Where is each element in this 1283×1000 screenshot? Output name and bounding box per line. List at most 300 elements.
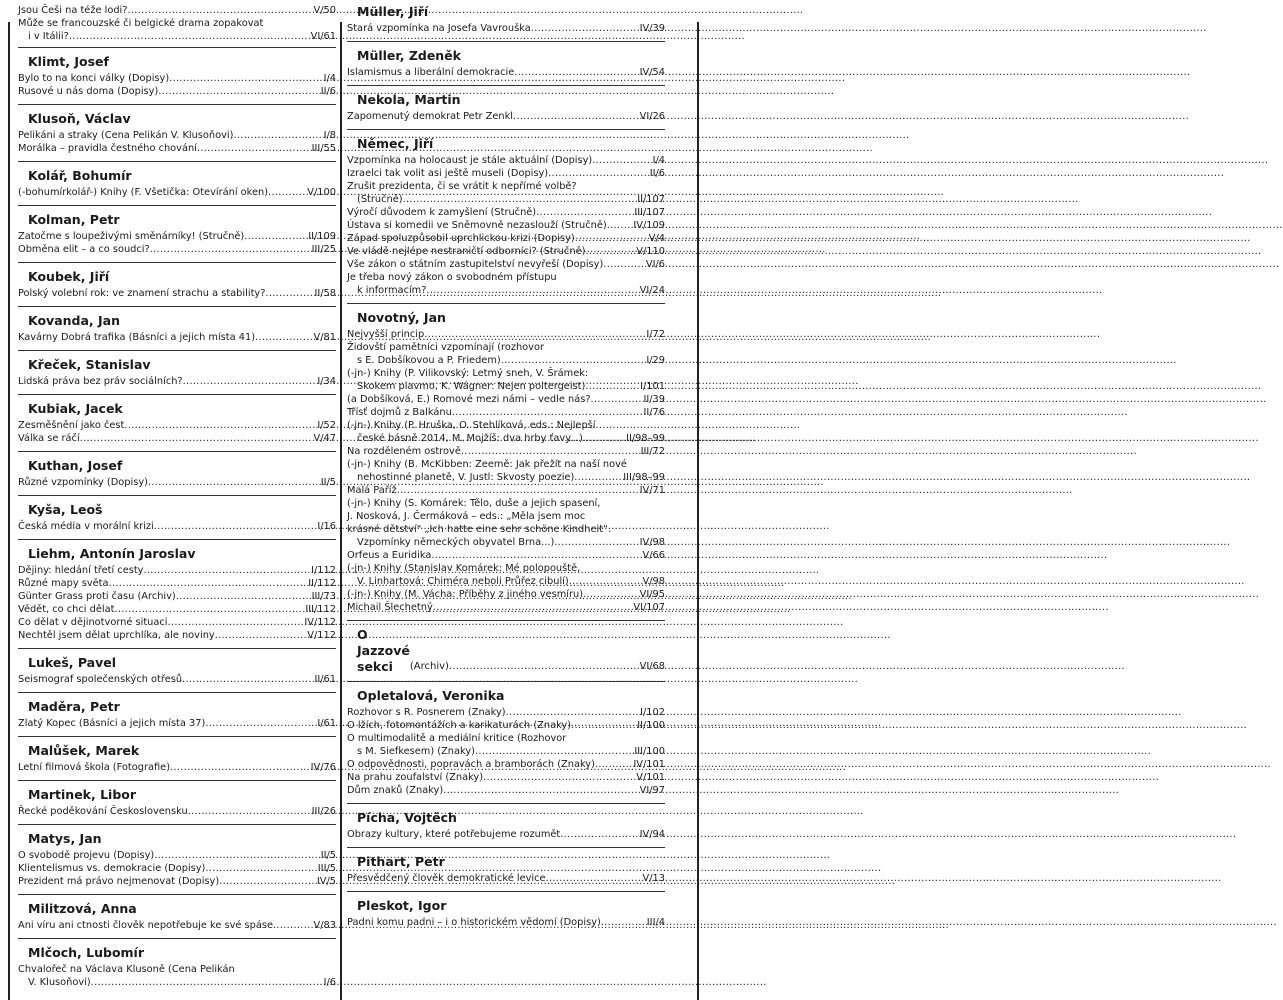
author-heading: Kubiak, Jacek [28, 401, 123, 416]
entry-issue-ref: III/26 [311, 806, 336, 817]
index-entry [18, 629, 336, 642]
entry-issue-ref: VI/61 [310, 31, 336, 42]
entry-title: Dějiny: hledání třetí cesty [18, 565, 144, 576]
entry-title: Na prahu zoufalství (Znaky) [347, 772, 484, 783]
author-block [18, 168, 336, 199]
author-heading: Klimt, Josef [28, 54, 109, 69]
author-heading: Lukeš, Pavel [28, 655, 117, 670]
author-block [18, 546, 336, 642]
index-entry [18, 331, 336, 344]
entry-title-line: J. Nosková, J. Čermáková – eds.: „Měla jsem moc [347, 511, 586, 522]
author-heading: Kolář, Bohumír [28, 168, 132, 183]
entry-issue-ref: V/66 [642, 550, 665, 561]
index-entry [347, 367, 665, 393]
index-entry [347, 458, 665, 484]
index-entry [18, 375, 336, 388]
dot-leader [583, 432, 625, 445]
entry-issue-ref: VI/95 [639, 589, 665, 600]
dot-leader [585, 380, 639, 393]
author-heading: Mlčoch, Lubomír [28, 945, 145, 960]
entry-separator [18, 350, 336, 351]
entry-title: Válka se ráčí [18, 433, 80, 444]
dot-leader [268, 186, 306, 199]
index-entry [18, 142, 336, 155]
index-entry [18, 287, 336, 300]
author-heading: Koubek, Jiří [28, 269, 110, 284]
entry-issue-ref: III/112 [305, 604, 336, 615]
entry-title: Česká média v morální krizi [18, 521, 154, 532]
entry-issue-ref: II/100 [637, 720, 665, 731]
entry-issue-ref: I/4 [652, 155, 665, 166]
entry-title: Různé mapy světa [18, 578, 109, 589]
dot-leader [591, 393, 643, 406]
entry-issue-ref: IV/98 [639, 537, 665, 548]
author-block [18, 502, 336, 533]
index-entry [18, 590, 336, 603]
index-entry [347, 732, 665, 758]
entry-title: Orfeus a Euridika [347, 550, 432, 561]
entry-issue-ref: III/25 [311, 244, 336, 255]
index-entry [347, 154, 665, 167]
author-heading: Pithart, Petr [357, 854, 445, 869]
dot-leader [255, 331, 312, 344]
index-entry [18, 476, 336, 489]
dot-leader [182, 673, 313, 686]
entry-issue-ref: V/110 [636, 246, 665, 257]
author-heading: Matys, Jan [28, 831, 102, 846]
index-entry [18, 186, 336, 199]
index-entry [18, 717, 336, 730]
dot-leader [154, 520, 317, 533]
entry-title: Prezident má právo nejmenovat (Dopisy) [18, 876, 220, 887]
index-entry [18, 230, 336, 243]
entry-separator [18, 894, 336, 895]
index-entry [347, 406, 665, 419]
entry-separator [347, 41, 665, 42]
entry-title: O lžích, fotomontážích a karikaturách (Znaky) [347, 720, 572, 731]
index-column-right [347, 4, 665, 935]
entry-title: Ústava si komedii ve Sněmovně nezaslouží (Stručně) [347, 220, 607, 231]
entry-issue-ref: V/4 [648, 233, 665, 244]
dot-leader [168, 616, 304, 629]
entry-separator [18, 161, 336, 162]
dot-leader [506, 706, 639, 719]
index-entry [347, 110, 665, 123]
author-heading: Militzová, Anna [28, 901, 137, 916]
dot-leader [397, 484, 639, 497]
entry-issue-ref: II/112 [308, 578, 336, 589]
entry-issue-ref: III/73 [311, 591, 336, 602]
index-entry [18, 432, 336, 445]
entry-separator [18, 824, 336, 825]
dot-leader [431, 549, 641, 562]
entry-separator [347, 129, 665, 130]
entry-separator [18, 394, 336, 395]
entry-issue-ref: IV/112 [304, 617, 336, 628]
index-entry [18, 243, 336, 256]
author-block [347, 854, 665, 885]
dot-leader [592, 154, 651, 167]
index-entry [18, 72, 336, 85]
index-entry [347, 245, 665, 258]
index-entry [18, 603, 336, 616]
entry-issue-ref: V/47 [313, 433, 336, 444]
entry-title: Günter Grass proti času (Archiv) [18, 591, 176, 602]
entry-title-line: Chvalořeč na Václava Klusoně (Cena Pelikán [18, 964, 235, 975]
author-block [18, 111, 336, 155]
entry-title-line: Může se francouzské či belgické drama zopakovat [18, 18, 264, 29]
author-heading: Müller, Zdeněk [357, 48, 461, 63]
entry-title: Různé vzpomínky (Dopisy) [18, 477, 148, 488]
index-entry [347, 872, 665, 885]
author-block [347, 136, 665, 297]
dot-leader [546, 872, 642, 885]
author-block [18, 313, 336, 344]
author-heading [347, 627, 665, 675]
entry-issue-ref: II/76 [643, 407, 665, 418]
author-heading: Pleskot, Igor [357, 898, 447, 913]
entry-issue-ref: V/100 [307, 187, 336, 198]
entry-separator [18, 736, 336, 737]
dot-leader [91, 976, 323, 989]
dot-leader [114, 603, 304, 616]
entry-title: O svobodě projevu (Dopisy) [18, 850, 155, 861]
entry-title: Michail Šlechetný [347, 602, 433, 613]
index-entry [347, 258, 665, 271]
entry-issue-ref: IV/94 [639, 829, 665, 840]
dot-leader [233, 129, 322, 142]
dot-leader [124, 419, 316, 432]
index-entry [18, 849, 336, 862]
entry-separator [347, 803, 665, 804]
author-heading: Novotný, Jan [357, 310, 446, 325]
dot-leader [205, 717, 316, 730]
dot-leader [603, 258, 645, 271]
entry-separator [18, 451, 336, 452]
entry-title-line: O multimodalitě a mediální kritice (Rozhovor [347, 733, 567, 744]
entry-separator [347, 847, 665, 848]
entry-title: Izraelci tak volit asi ještě museli (Dopisy) [347, 168, 549, 179]
entry-separator [18, 495, 336, 496]
entry-issue-ref: IV/76 [310, 762, 336, 773]
entry-title: Stará vzpomínka na Josefa Vavrouška [347, 23, 531, 34]
index-entry [347, 232, 665, 245]
dot-leader [183, 375, 317, 388]
entry-title-continuation: Vzpomínky německých obyvatel Brna...) [357, 537, 555, 548]
index-entry [18, 85, 336, 98]
dot-leader [449, 659, 639, 675]
entry-title-line: Je třeba nový zákon o svobodném přístupu [347, 272, 557, 283]
dot-leader [424, 328, 645, 341]
entry-title: Lidská práva bez práv sociálních? [18, 376, 183, 387]
index-entry [347, 601, 665, 614]
entry-separator [347, 681, 665, 682]
entry-title: Bylo to na konci války (Dopisy) [18, 73, 170, 84]
entry-issue-ref: II/58 [314, 288, 336, 299]
entry-issue-ref: I/16 [317, 521, 336, 532]
dot-leader [158, 85, 319, 98]
author-heading: Křeček, Stanislav [28, 357, 151, 372]
entry-title-continuation: V. Klusoňovi) [28, 977, 91, 988]
entry-issue-ref: IV/39 [639, 23, 665, 34]
index-entry [18, 577, 336, 590]
entry-issue-ref: I/34 [317, 376, 336, 387]
entry-title: Polský volební rok: ve znamení strachu a stability? [18, 288, 266, 299]
author-heading: Kyša, Leoš [28, 502, 103, 517]
entry-title: Zapomenutý demokrat Petr Zenkl [347, 111, 514, 122]
dot-leader [188, 805, 311, 818]
index-entry [347, 206, 665, 219]
author-heading: Pícha, Vojtěch [357, 810, 457, 825]
dot-leader [548, 167, 649, 180]
author-block [347, 48, 665, 79]
entry-issue-ref: I/52 [317, 420, 336, 431]
dot-leader [143, 564, 310, 577]
entry-title: Letní filmová škola (Fotografie) [18, 762, 171, 773]
author-heading: Němec, Jiří [357, 136, 434, 151]
dot-leader [205, 862, 316, 875]
entry-issue-ref: III/5 [317, 863, 336, 874]
author-heading: Kolman, Petr [28, 212, 120, 227]
author-block [18, 743, 336, 774]
left-rule [8, 22, 10, 1000]
entry-title: Obměna elit – a co soudci? [18, 244, 150, 255]
index-entry [18, 875, 336, 888]
author-block [347, 898, 665, 929]
dot-leader [461, 445, 640, 458]
entry-title-line: (-jn-) Knihy (P. Vilikovský: Letmý sneh, V. Šrámek: [347, 368, 589, 379]
entry-title-line: (-jn-) Knihy (P. Hruška, O. Stehlíková, eds.: Nejlepší [347, 420, 596, 431]
entry-last-line [347, 575, 665, 588]
entry-separator [18, 47, 336, 48]
author-block [18, 901, 336, 932]
dot-leader [452, 406, 643, 419]
entry-title-continuation: nehostinné planetě, V. Justl: Skvosty poezie) [357, 472, 575, 483]
entry-separator [18, 692, 336, 693]
index-entry [347, 393, 665, 406]
entry-issue-ref: V/81 [313, 332, 336, 343]
entry-title: Seismograf společenských otřesů [18, 674, 183, 685]
author-block [18, 787, 336, 818]
entry-title-continuation: V. Linhartová: Chiméra neboli Průřez cibulí) [357, 576, 569, 587]
entry-title: Vše zákon o státním zastupitelství nevyřeší (Dopisy) [347, 259, 604, 270]
dot-leader [569, 575, 642, 588]
entry-title-line: Židovští pamětníci vzpomínají (rozhovor [347, 342, 544, 353]
index-entry [18, 17, 336, 43]
author-block [18, 831, 336, 888]
dot-leader [273, 919, 313, 932]
entry-issue-ref: III/98–99 [623, 472, 665, 483]
entry-issue-ref: III/107 [634, 207, 665, 218]
entry-title: Zatočme s loupeživými směnárníky! (Stručně) [18, 231, 245, 242]
dot-leader [560, 828, 638, 841]
index-entry [347, 588, 665, 601]
dot-leader [433, 601, 633, 614]
index-entry [18, 673, 336, 686]
author-block [347, 627, 665, 675]
entry-title: Ani víru ani ctnosti člověk nepotřebuje ke své spáse [18, 920, 273, 931]
entry-issue-ref: V/101 [636, 772, 665, 783]
entry-title-continuation: k informacím? [357, 285, 427, 296]
entry-title-continuation: (Stručně) [357, 194, 403, 205]
author-heading: Kovanda, Jan [28, 313, 121, 328]
index-entry [18, 805, 336, 818]
dot-leader [148, 476, 320, 489]
entry-separator [347, 303, 665, 304]
entry-issue-ref: V/98 [642, 576, 665, 587]
entry-title: O odpovědnosti, popravách a bramborách (Znaky) [347, 759, 595, 770]
entry-title: Rusové u nás doma (Dopisy) [18, 86, 159, 97]
index-entry [347, 66, 665, 79]
index-entry [347, 706, 665, 719]
index-entry [18, 4, 336, 17]
entry-separator [18, 262, 336, 263]
entry-title: Na rozděleném ostrově [347, 446, 461, 457]
index-entry [18, 761, 336, 774]
entry-title: Dům znaků (Znaky) [347, 785, 444, 796]
entry-title: Nechtěl jsem dělat uprchlíka, ale noviny [18, 630, 215, 641]
entry-issue-ref: VI/68 [639, 661, 665, 672]
author-note: (Archiv) [409, 661, 449, 672]
entry-issue-ref: III/72 [640, 446, 665, 457]
entry-title: Vzpomínka na holocaust je stále aktuální (Dopisy) [347, 155, 593, 166]
dot-leader [170, 761, 310, 774]
entry-title: Přesvědčený člověk demokratické levice [347, 873, 546, 884]
dot-leader [513, 110, 639, 123]
entry-issue-ref: VI/26 [639, 111, 665, 122]
entry-last-line [347, 471, 665, 484]
author-heading: Maděra, Petr [28, 699, 120, 714]
entry-title: Co dělat v dějinotvorné situaci [18, 617, 168, 628]
entry-issue-ref: V/83 [313, 920, 336, 931]
entry-issue-ref: II/109 [308, 231, 336, 242]
entry-title: Zesměšnění jako čest [18, 420, 125, 431]
author-name: O Jazzové sekci [357, 627, 410, 674]
dot-leader [585, 245, 635, 258]
index-entry [18, 129, 336, 142]
index-entry [347, 549, 665, 562]
author-heading: Müller, Jiří [357, 4, 429, 19]
entry-issue-ref: VI/24 [639, 285, 665, 296]
author-block [347, 810, 665, 841]
dot-leader [574, 471, 622, 484]
dot-leader [501, 354, 646, 367]
entry-title: Jsou Češi na téže lodi? [18, 5, 128, 16]
entry-title: Rozhovor s R. Posnerem (Znaky) [347, 707, 506, 718]
entry-issue-ref: I/8 [323, 130, 336, 141]
dot-leader [80, 432, 313, 445]
entry-title-line: (-jn-) Knihy (S. Komárek: Tělo, duše a jejich spasení, [347, 498, 601, 509]
index-entry [347, 219, 665, 232]
entry-last-line [347, 536, 665, 549]
index-entry [18, 919, 336, 932]
entry-title-continuation: Skokem plavmo, K. Wágner: Nejen poltergeist) [357, 381, 586, 392]
author-block [18, 945, 336, 989]
entry-title-line: krásné dětství" „Ich hatte eine sehr schöne Kindheit“. [347, 524, 612, 535]
index-entry [347, 445, 665, 458]
index-entry [18, 616, 336, 629]
dot-leader [483, 771, 635, 784]
entry-issue-ref: V/13 [642, 873, 665, 884]
entry-title: Ve vládě nejlépe nestraničtí odborníci? (Stručně) [347, 246, 586, 257]
author-block [347, 4, 665, 35]
author-block [18, 357, 336, 388]
entry-issue-ref: VI/6 [645, 259, 665, 270]
entry-issue-ref: IV/101 [633, 759, 665, 770]
entry-issue-ref: I/101 [640, 381, 665, 392]
index-entry [347, 484, 665, 497]
entry-title: Zlatý Kopec (Básníci a jejich místa 37) [18, 718, 206, 729]
entry-title: Řecké poděkování Československu [18, 806, 188, 817]
entry-title: Klientelismus vs. demokracie (Dopisy) [18, 863, 206, 874]
author-block [18, 458, 336, 489]
entry-issue-ref: II/6 [649, 168, 665, 179]
entry-issue-ref: VI/107 [633, 602, 665, 613]
entry-issue-ref: I/112 [311, 565, 336, 576]
dot-leader [403, 193, 637, 206]
entry-title: Morálka – pravidla čestného chování [18, 143, 197, 154]
entry-separator [18, 648, 336, 649]
author-block [18, 699, 336, 730]
entry-issue-ref: I/61 [317, 718, 336, 729]
author-heading: Liehm, Antonín Jaroslav [28, 546, 196, 561]
entry-issue-ref: II/6 [320, 86, 336, 97]
entry-last-line [347, 284, 665, 297]
dot-leader [554, 536, 638, 549]
index-entry [18, 564, 336, 577]
entry-issue-ref: II/107 [637, 194, 665, 205]
entry-issue-ref: II/5 [320, 850, 336, 861]
dot-leader [244, 230, 307, 243]
index-entry [18, 520, 336, 533]
entry-issue-ref: III/4 [646, 917, 665, 928]
author-block [347, 310, 665, 614]
entry-issue-ref: IV/54 [639, 67, 665, 78]
entry-title: Nejvyšší princip [347, 329, 425, 340]
entry-issue-ref: I/4 [323, 73, 336, 84]
entry-last-line [347, 193, 665, 206]
entry-separator [347, 85, 665, 86]
index-entry [347, 916, 665, 929]
index-column-left [18, 4, 336, 995]
entry-title-continuation: i v Itálii? [28, 31, 69, 42]
entry-issue-ref: II/61 [314, 674, 336, 685]
entry-title: (-jn-) Knihy (M. Vácha: Příběhy z jiného vesmíru) [347, 589, 584, 600]
author-block [347, 688, 665, 797]
author-heading: Klusoň, Václav [28, 111, 131, 126]
dot-leader [443, 784, 638, 797]
entry-issue-ref: I/29 [646, 355, 665, 366]
entry-last-line [18, 30, 336, 43]
author-block [18, 401, 336, 445]
entry-separator [18, 306, 336, 307]
dot-leader [150, 243, 311, 256]
entry-title: Islamismus a liberální demokracie [347, 67, 515, 78]
index-entry [347, 167, 665, 180]
entry-title: Pelikáni a straky (Cena Pelikán V. Klusoňovi) [18, 130, 234, 141]
dot-leader [215, 629, 307, 642]
entry-title: (a Dobšíková, E.) Romové mezi námi – vedle nás? [347, 394, 591, 405]
entry-issue-ref: IV/109 [633, 220, 665, 231]
entry-title: Kavárny Dobrá trafika (Básníci a jejich místa 41) [18, 332, 256, 343]
index-entry [347, 719, 665, 732]
index-entry [347, 758, 665, 771]
entry-separator [18, 780, 336, 781]
dot-leader [265, 287, 313, 300]
entry-separator [18, 938, 336, 939]
entry-issue-ref: III/100 [634, 746, 665, 757]
author-heading: Opletalová, Veronika [357, 688, 505, 703]
